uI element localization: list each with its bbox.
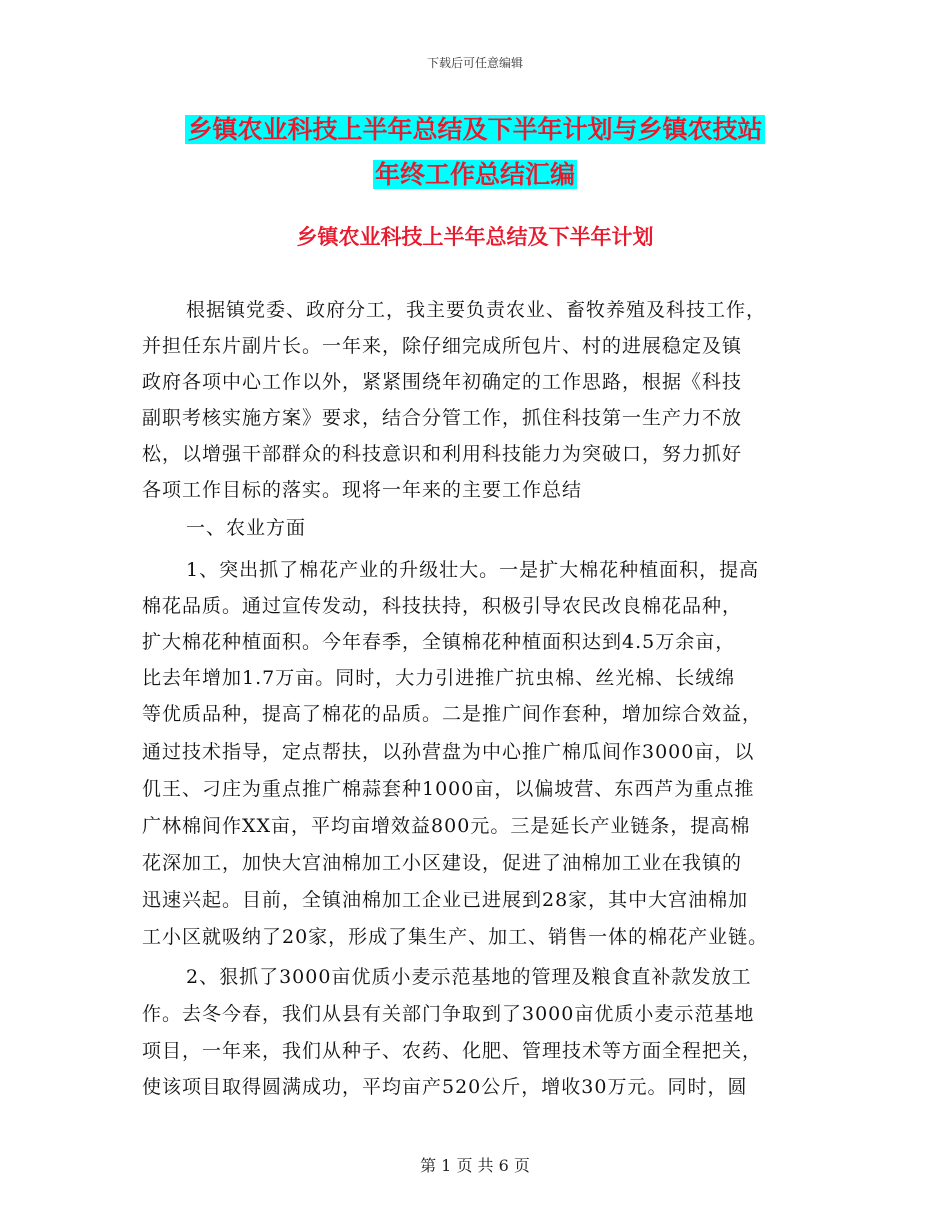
text-line: 作。去冬今春，我们从县有关部门争取到了3000亩优质小麦示范基地 <box>142 1003 755 1025</box>
text-line: 广林棉间作XX亩，平均亩增效益800元。三是延长产业链条，提高棉 <box>142 815 751 837</box>
document-title-line-1 <box>0 110 950 150</box>
text-line: 花深加工，加快大宫油棉加工小区建设，促进了油棉加工业在我镇的 <box>142 852 743 874</box>
text-line: 通过技术指导，定点帮扶，以孙营盘为中心推广棉瓜间作3000亩，以 <box>142 741 755 763</box>
text-line: 2、狠抓了3000亩优质小麦示范基地的管理及粮食直补款发放工 <box>186 966 752 988</box>
text-line: 迅速兴起。目前，全镇油棉加工企业已进展到28家，其中大宫油棉加 <box>142 889 749 911</box>
text-line: 等优质品种，提高了棉花的品质。二是推广间作套种，增加综合效益， <box>142 703 763 725</box>
page-footer: 第 1 页 共 6 页 <box>420 1156 530 1175</box>
section-title: 乡镇农业科技上半年总结及下半年计划 <box>296 225 654 249</box>
text-line: 根据镇党委、政府分工，我主要负责农业、畜牧养殖及科技工作， <box>186 299 767 321</box>
text-line: 一、农业方面 <box>186 517 307 539</box>
text-line: 松，以增强干部群众的科技意识和利用科技能力为突破口，努力抓好 <box>142 443 743 465</box>
text-line: 项目，一年来，我们从种子、农药、化肥、管理技术等方面全程把关， <box>142 1040 763 1062</box>
text-line: 各项工作目标的落实。现将一年来的主要工作总结 <box>142 479 583 501</box>
title-highlight-1: 乡镇农业科技上半年总结及下半年计划与乡镇农技站 <box>187 115 763 144</box>
text-line: 棉花品质。通过宣传发动，科技扶持，积极引导农民改良棉花品种， <box>142 595 743 617</box>
text-line: 副职考核实施方案》要求，结合分管工作，抓住科技第一生产力不放 <box>142 407 743 429</box>
text-line: 政府各项中心工作以外，紧紧围绕年初确定的工作思路，根据《科技 <box>142 371 743 393</box>
document-title-line-2 <box>0 155 950 195</box>
header-note: 下载后可任意编辑 <box>426 56 523 70</box>
text-line: 并担任东片副片长。一年来，除仔细完成所包片、村的进展稳定及镇 <box>142 335 743 357</box>
text-line: 比去年增加1.7万亩。同时，大力引进推广抗虫棉、丝光棉、长绒绵 <box>142 667 736 689</box>
text-line: 1、突出抓了棉花产业的升级壮大。一是扩大棉花种植面积，提高 <box>186 559 760 581</box>
text-line: 使该项目取得圆满成功，平均亩产520公斤，增收30万元。同时，圆 <box>142 1076 748 1098</box>
text-line: 扩大棉花种植面积。今年春季，全镇棉花种植面积达到4.5万余亩， <box>142 631 736 653</box>
title-highlight-2: 年终工作总结汇编 <box>374 160 575 189</box>
text-line: 仉王、刁庄为重点推广棉蒜套种1000亩，以偏坡营、东西芦为重点推 <box>142 778 755 800</box>
text-line: 工小区就吸纳了20家，形成了集生产、加工、销售一体的棉花产业链。 <box>142 926 769 948</box>
